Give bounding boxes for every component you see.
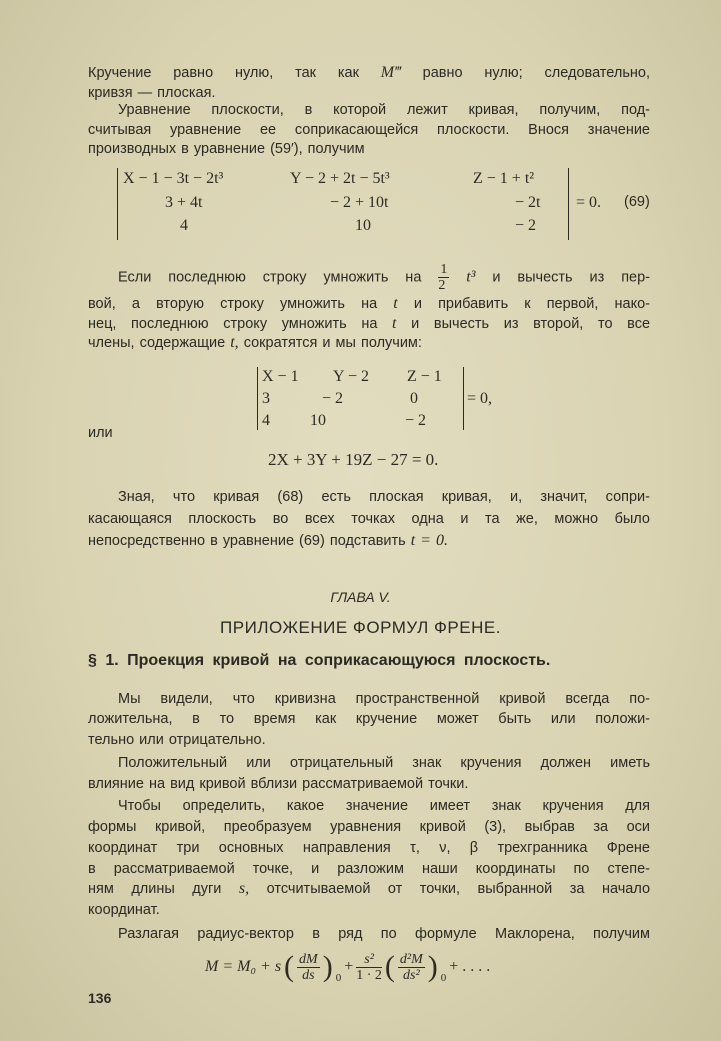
- math: M‴: [380, 64, 401, 81]
- or-label: или: [88, 425, 113, 441]
- denominator: 2: [438, 278, 446, 293]
- matrix-cell: 4: [262, 412, 270, 429]
- text-line: [88, 295, 650, 313]
- text: Кручение равно нулю, так как: [88, 65, 359, 81]
- text-line: Положительный или отрицательный знак кручения должен иметь: [118, 755, 650, 771]
- equals-zero: = 0,: [467, 390, 493, 407]
- text: вой, а вторую строку умножить на: [88, 296, 378, 312]
- matrix-cell: 10: [355, 217, 371, 234]
- text: члены, содержащие: [88, 335, 226, 351]
- matrix-cell: 3 + 4t: [165, 194, 203, 211]
- text-line: [88, 315, 650, 333]
- subscript: 0: [335, 972, 342, 984]
- text-line: Разлагая радиус-вектор в ряд по формуле Маклорена, получим: [118, 926, 650, 942]
- matrix-cell: − 2: [405, 412, 427, 429]
- text-line: касающаяся плоскость во всех точках одна и та же, можно было: [88, 511, 650, 527]
- text-line: тельно или отрицательно.: [88, 732, 266, 748]
- matrix-cell: − 2: [515, 217, 537, 234]
- text-line: Чтобы определить, какое значение имеет знак кручения для: [118, 798, 650, 814]
- text-line: в рассматриваемой точке, и разложим наши координаты по степе-: [88, 861, 650, 877]
- numerator: 1: [440, 262, 448, 277]
- text-line: ложительна, в то время как кручение может быть или положи-: [88, 711, 650, 727]
- text-line: [88, 64, 650, 82]
- matrix-cell: 3: [262, 390, 270, 407]
- matrix-cell: Z − 1: [407, 368, 442, 385]
- numerator: d²M: [399, 951, 423, 967]
- text: отсчитываемой от точки, выбранной за начало: [266, 881, 651, 897]
- determinant-bar: [117, 168, 118, 240]
- text-line: [88, 532, 650, 550]
- text-line: [88, 880, 650, 898]
- matrix-cell: − 2 + 10t: [330, 194, 389, 211]
- matrix-cell: Y − 2: [333, 368, 369, 385]
- ellipsis: + . . . .: [449, 958, 491, 975]
- paren-close: ): [427, 950, 438, 983]
- paren-open: (: [384, 950, 395, 983]
- page-number: 136: [88, 990, 112, 1006]
- text-line: координат три основных направления τ, ν, β трехгранника Френе: [88, 840, 650, 856]
- matrix-cell: 0: [410, 390, 418, 407]
- matrix-cell: Z − 1 + t²: [473, 170, 535, 187]
- denominator: ds: [302, 967, 315, 983]
- section-title: § 1. Проекция кривой на соприкасающуюся плоскость.: [88, 652, 551, 669]
- matrix-cell: 10: [310, 412, 326, 429]
- text-line: производных в уравнение (59′), получим: [88, 141, 365, 157]
- text-line: влияние на вид кривой вблизи рассматриваемой точки.: [88, 776, 469, 792]
- math: t: [393, 295, 398, 312]
- text-line: [88, 262, 650, 293]
- text-line: Мы видели, что кривизна пространственной кривой всегда по-: [118, 691, 650, 707]
- text: Если последнюю строку умножить на: [118, 269, 422, 286]
- plane-equation: 2X + 3Y + 19Z − 27 = 0.: [268, 450, 439, 469]
- chapter-title: ПРИЛОЖЕНИЕ ФОРМУЛ ФРЕНЕ.: [220, 618, 501, 637]
- denominator: ds²: [403, 967, 420, 983]
- matrix-cell: X − 1 − 3t − 2t³: [123, 170, 224, 187]
- numerator: s²: [356, 952, 382, 968]
- matrix-cell: − 2: [322, 390, 344, 407]
- text-line: Уравнение плоскости, в которой лежит кривая, получим, под-: [118, 102, 650, 118]
- subscript: 0: [440, 972, 447, 984]
- determinant-bar: [568, 168, 569, 240]
- fraction: [438, 262, 449, 293]
- chapter-label: ГЛАВА V.: [330, 589, 391, 605]
- equation-number: (69): [624, 194, 650, 210]
- text-line: координат.: [88, 902, 160, 918]
- text: равно нулю; следовательно,: [422, 65, 650, 81]
- text-line: формы кривой, преобразуем уравнения кривой (3), выбрав за оси: [88, 819, 650, 835]
- text: нец, последнюю строку умножить на: [88, 316, 378, 332]
- math: t: [392, 315, 397, 332]
- paren-close: ): [322, 950, 333, 983]
- text: сократятся и мы получим:: [243, 335, 422, 351]
- text: непосредственно в уравнение (69) подставить: [88, 533, 406, 549]
- matrix-cell: − 2t: [515, 194, 541, 211]
- plus: +: [344, 958, 354, 975]
- text: и вычесть из пер-: [492, 269, 650, 286]
- determinant-bar: [257, 367, 258, 430]
- matrix-cell: X − 1: [262, 368, 299, 385]
- text: и прибавить к первой, нако-: [413, 296, 651, 312]
- text-line: кривзя — плоская.: [88, 85, 216, 101]
- math: t = 0.: [410, 532, 448, 549]
- equals-zero: = 0.: [576, 194, 602, 211]
- derivative-1: [297, 952, 320, 983]
- math: t³: [466, 268, 476, 286]
- formula-lhs: M = M₀ + s: [205, 958, 282, 975]
- factorial-fraction: [356, 952, 382, 983]
- maclaurin-formula: [205, 950, 490, 984]
- numerator: dM: [299, 951, 318, 967]
- text: ням длины дуги: [88, 881, 222, 897]
- text-line: Зная, что кривая (68) есть плоская кривая, и, значит, сопри-: [118, 489, 650, 505]
- text: и вычесть из второй, то все: [411, 316, 651, 332]
- paren-open: (: [284, 950, 295, 983]
- determinant-bar: [463, 367, 464, 430]
- denominator: 1 · 2: [356, 967, 382, 983]
- math: s,: [238, 880, 250, 897]
- matrix-cell: 4: [180, 217, 188, 234]
- matrix-cell: Y − 2 + 2t − 5t³: [290, 170, 390, 187]
- derivative-2: [398, 952, 425, 983]
- text-line: считывая уравнение ее соприкасающейся плоскости. Внося значение: [88, 122, 650, 138]
- math: t,: [230, 334, 239, 351]
- text-line: [88, 334, 650, 352]
